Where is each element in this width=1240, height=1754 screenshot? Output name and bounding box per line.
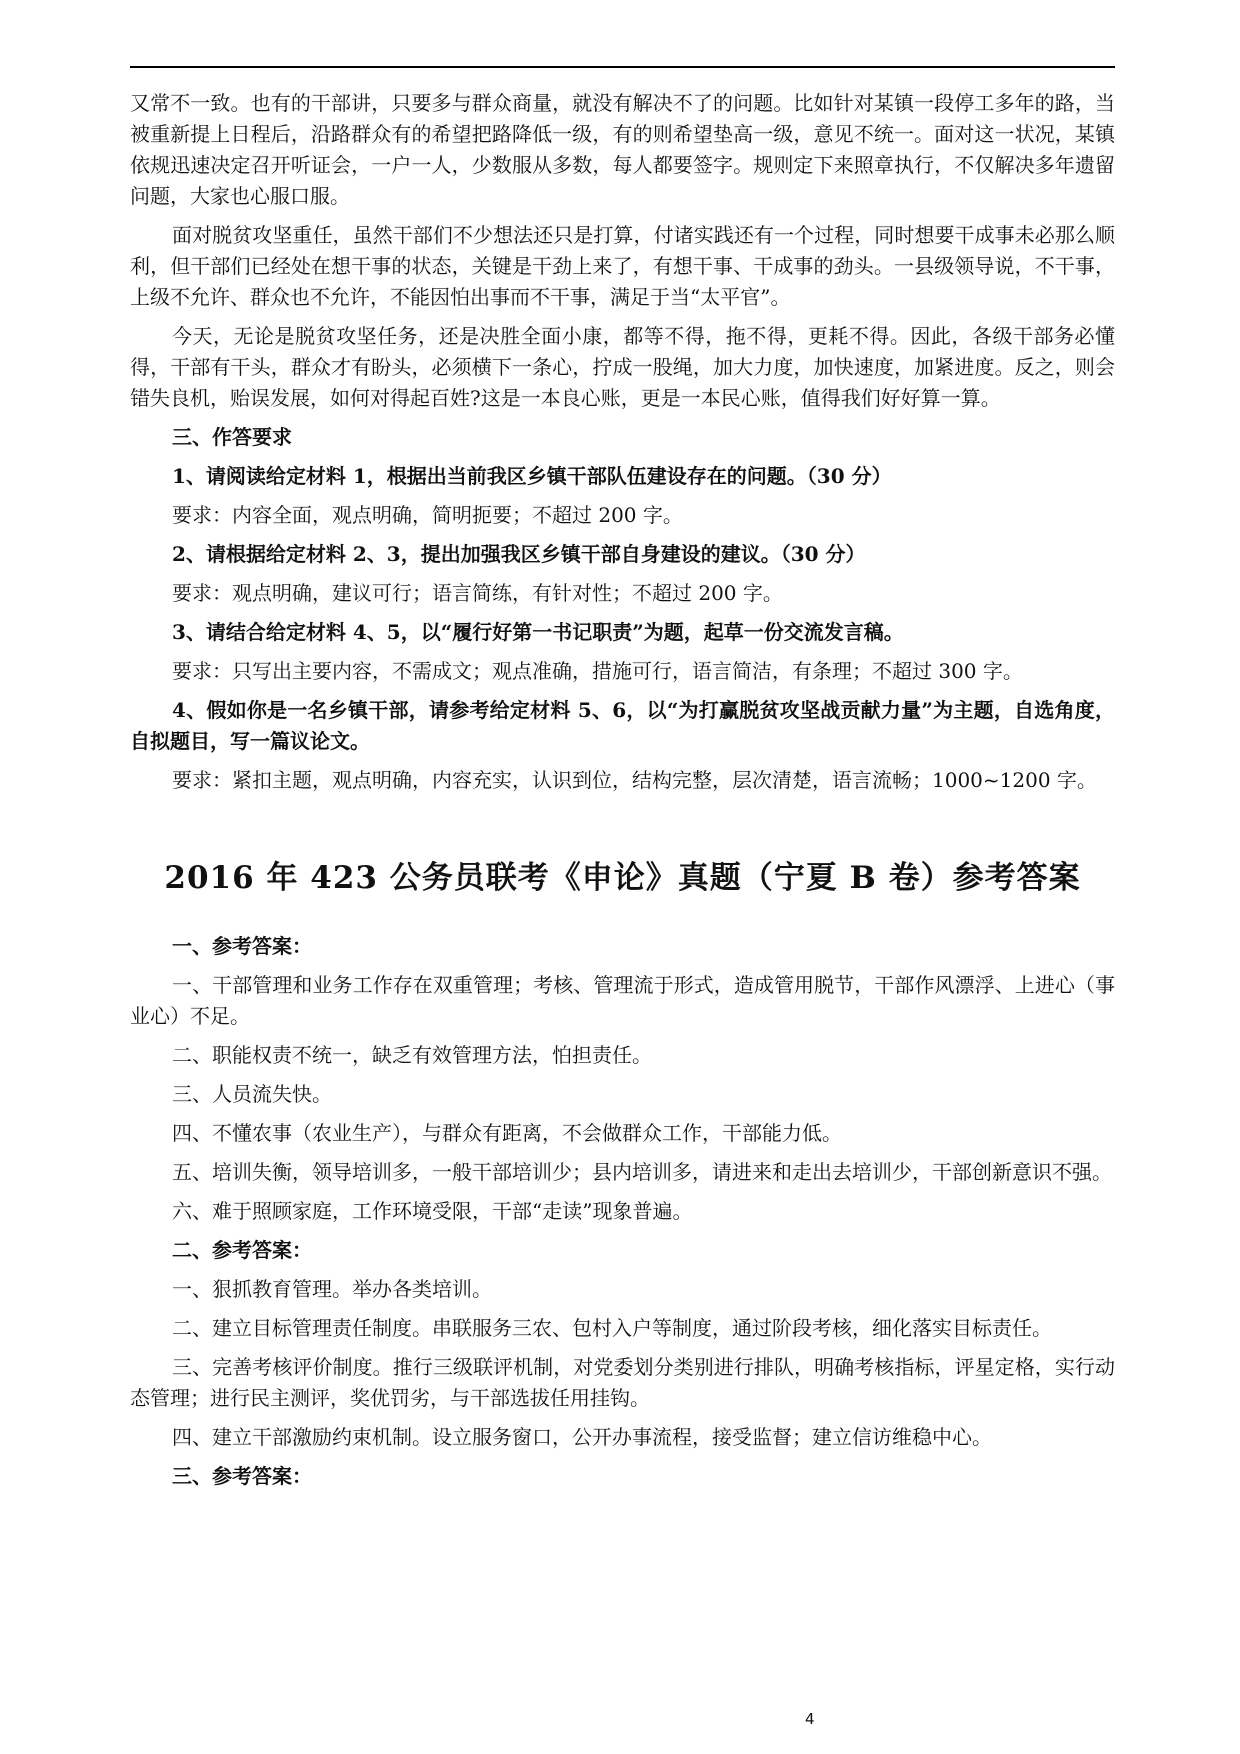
- answer-item: 二、建立目标管理责任制度。串联服务三农、包村入户等制度，通过阶段考核，细化落实目标责任。: [172, 1316, 1052, 1340]
- answer-item: 一、干部管理和业务工作存在双重管理；考核、管理流于形式，造成管用脱节，干部作风漂浮、上进心（事业心）不足。: [130, 973, 1115, 1028]
- answer-section-heading: 三、参考答案：: [172, 1464, 312, 1488]
- question-2: 2、请根据给定材料 2、3，提出加强我区乡镇干部自身建设的建议。（30 分）: [172, 542, 866, 566]
- answer-item: 六、难于照顾家庭，工作环境受限，干部“走读”现象普遍。: [172, 1199, 693, 1223]
- intro-paragraph: 面对脱贫攻坚重任，虽然干部们不少想法还只是打算，付诸实践还有一个过程，同时想要干成事未必那么顺利，但干部们已经处在想干事的状态，关键是干劲上来了，有想干事、干成事的劲头。一县级领导说，不干事，上级不允许、群众也不允许，不能因怕出事而不干事，满足于当“太平官”。: [130, 223, 1115, 309]
- answer-item: 三、完善考核评价制度。推行三级联评机制，对党委划分类别进行排队，明确考核指标，评星定格，实行动态管理；进行民主测评，奖优罚劣，与干部选拔任用挂钩。: [130, 1355, 1115, 1410]
- document-body: [130, 88, 1115, 1500]
- requirement-note-3: 要求：只写出主要内容，不需成文；观点准确，措施可行，语言简洁，有条理；不超过 300 字。: [172, 659, 1023, 683]
- answer-section-heading: 一、参考答案：: [172, 934, 312, 958]
- requirement-note-2: 要求：观点明确，建议可行；语言简练，有针对性；不超过 200 字。: [172, 581, 783, 605]
- answer-item: 四、建立干部激励约束机制。设立服务窗口，公开办事流程，接受监督；建立信访维稳中心。: [172, 1425, 992, 1449]
- answers-title: 2016 年 423 公务员联考《申论》真题（宁夏 B 卷）参考答案: [164, 860, 1081, 896]
- question-4: 4、假如你是一名乡镇干部，请参考给定材料 5、6，以“为打赢脱贫攻坚战贡献力量”为主题，自选角度，自拟题目，写一篇议论文。: [130, 698, 1115, 753]
- requirements-heading: 三、作答要求: [172, 425, 292, 449]
- answer-item: 五、培训失衡，领导培训多，一般干部培训少；县内培训多，请进来和走出去培训少，干部创新意识不强。: [172, 1160, 1112, 1184]
- answer-section-heading: 二、参考答案：: [172, 1238, 312, 1262]
- answer-item: 四、不懂农事（农业生产），与群众有距离，不会做群众工作，干部能力低。: [172, 1121, 842, 1145]
- question-1: 1、请阅读给定材料 1，根据出当前我区乡镇干部队伍建设存在的问题。（30 分）: [172, 464, 892, 488]
- intro-paragraph: 今天，无论是脱贫攻坚任务，还是决胜全面小康，都等不得，拖不得，更耗不得。因此，各级干部务必懂得，干部有干头，群众才有盼头，必须横下一条心，拧成一股绳，加大力度，加快速度，加紧进度。反之，则会错失良机，贻误发展，如何对得起百姓?这是一本良心账，更是一本民心账，值得我们好好算一算。: [130, 324, 1115, 410]
- intro-paragraph: 又常不一致。也有的干部讲，只要多与群众商量，就没有解决不了的问题。比如针对某镇一段停工多年的路，当被重新提上日程后，沿路群众有的希望把路降低一级，有的则希望垫高一级，意见不统一。面对这一状况，某镇依规迅速决定召开听证会，一户一人，少数服从多数，每人都要签字。规则定下来照章执行，不仅解决多年遗留问题，大家也心服口服。: [130, 91, 1115, 208]
- page-number: 4: [805, 1710, 815, 1728]
- requirement-note-4: 要求：紧扣主题，观点明确，内容充实，认识到位，结构完整，层次清楚，语言流畅；1000~1200 字。: [172, 768, 1097, 792]
- answer-item: 二、职能权责不统一，缺乏有效管理方法，怕担责任。: [172, 1043, 652, 1067]
- answer-item: 一、狠抓教育管理。举办各类培训。: [172, 1277, 492, 1301]
- header-rule: [130, 66, 1115, 68]
- answer-item: 三、人员流失快。: [172, 1082, 332, 1106]
- question-3: 3、请结合给定材料 4、5，以“履行好第一书记职责”为题，起草一份交流发言稿。: [172, 620, 904, 644]
- requirement-note-1: 要求：内容全面，观点明确，简明扼要；不超过 200 字。: [172, 503, 683, 527]
